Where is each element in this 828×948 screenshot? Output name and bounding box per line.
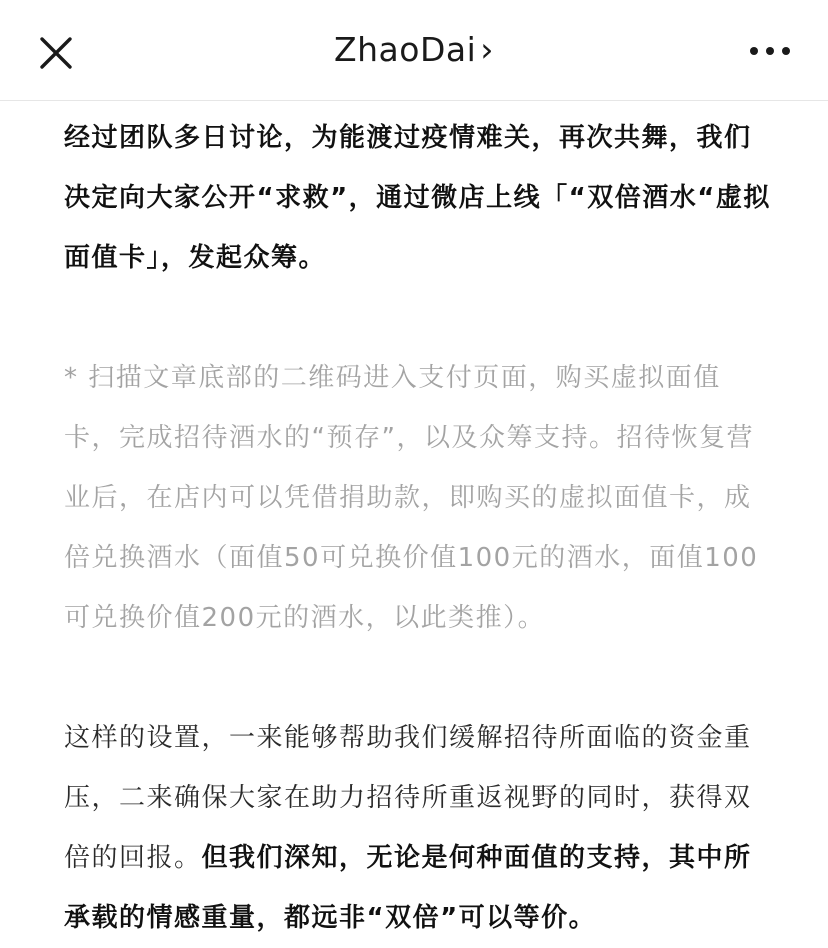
account-title-link[interactable]	[0, 30, 828, 69]
chevron-right-icon: ›	[480, 30, 494, 69]
paragraph-spacer	[64, 648, 774, 708]
paragraph-announcement: 经过团队多日讨论，为能渡过疫情难关，再次共舞，我们决定向大家公开“求救”，通过微店上线「“双倍酒水“虚拟面值卡」，发起众筹。	[64, 123, 771, 273]
paragraph-explanation	[64, 708, 774, 948]
more-dots-icon[interactable]	[750, 44, 790, 58]
dot	[782, 47, 790, 55]
paragraph-instructions: * 扫描文章底部的二维码进入支付页面，购买虚拟面值卡，完成招待酒水的“预存”，以及众筹支持。招待恢复营业后，在店内可以凭借捐助款，即购买的虚拟面值卡，成倍兑换酒水（面值50可兑换价值100元的酒水，面值100可兑换价值200元的酒水，以此类推）。	[64, 363, 759, 633]
dot	[766, 47, 774, 55]
account-name[interactable]: ZhaoDai	[334, 30, 477, 69]
explanation-text: 这样的设置，一来能够帮助我们缓解招待所面临的资金重压，二来确保大家在助力招待所重返视野的同时，获得双倍的回报。	[64, 723, 752, 873]
top-nav-bar	[0, 0, 828, 101]
dot	[750, 47, 758, 55]
paragraph-spacer	[64, 288, 774, 348]
explanation-emphasis: 但我们深知，无论是何种面值的支持，其中所承载的情感重量，都远非“双倍”可以等价。	[64, 843, 752, 933]
article-body	[64, 108, 774, 948]
